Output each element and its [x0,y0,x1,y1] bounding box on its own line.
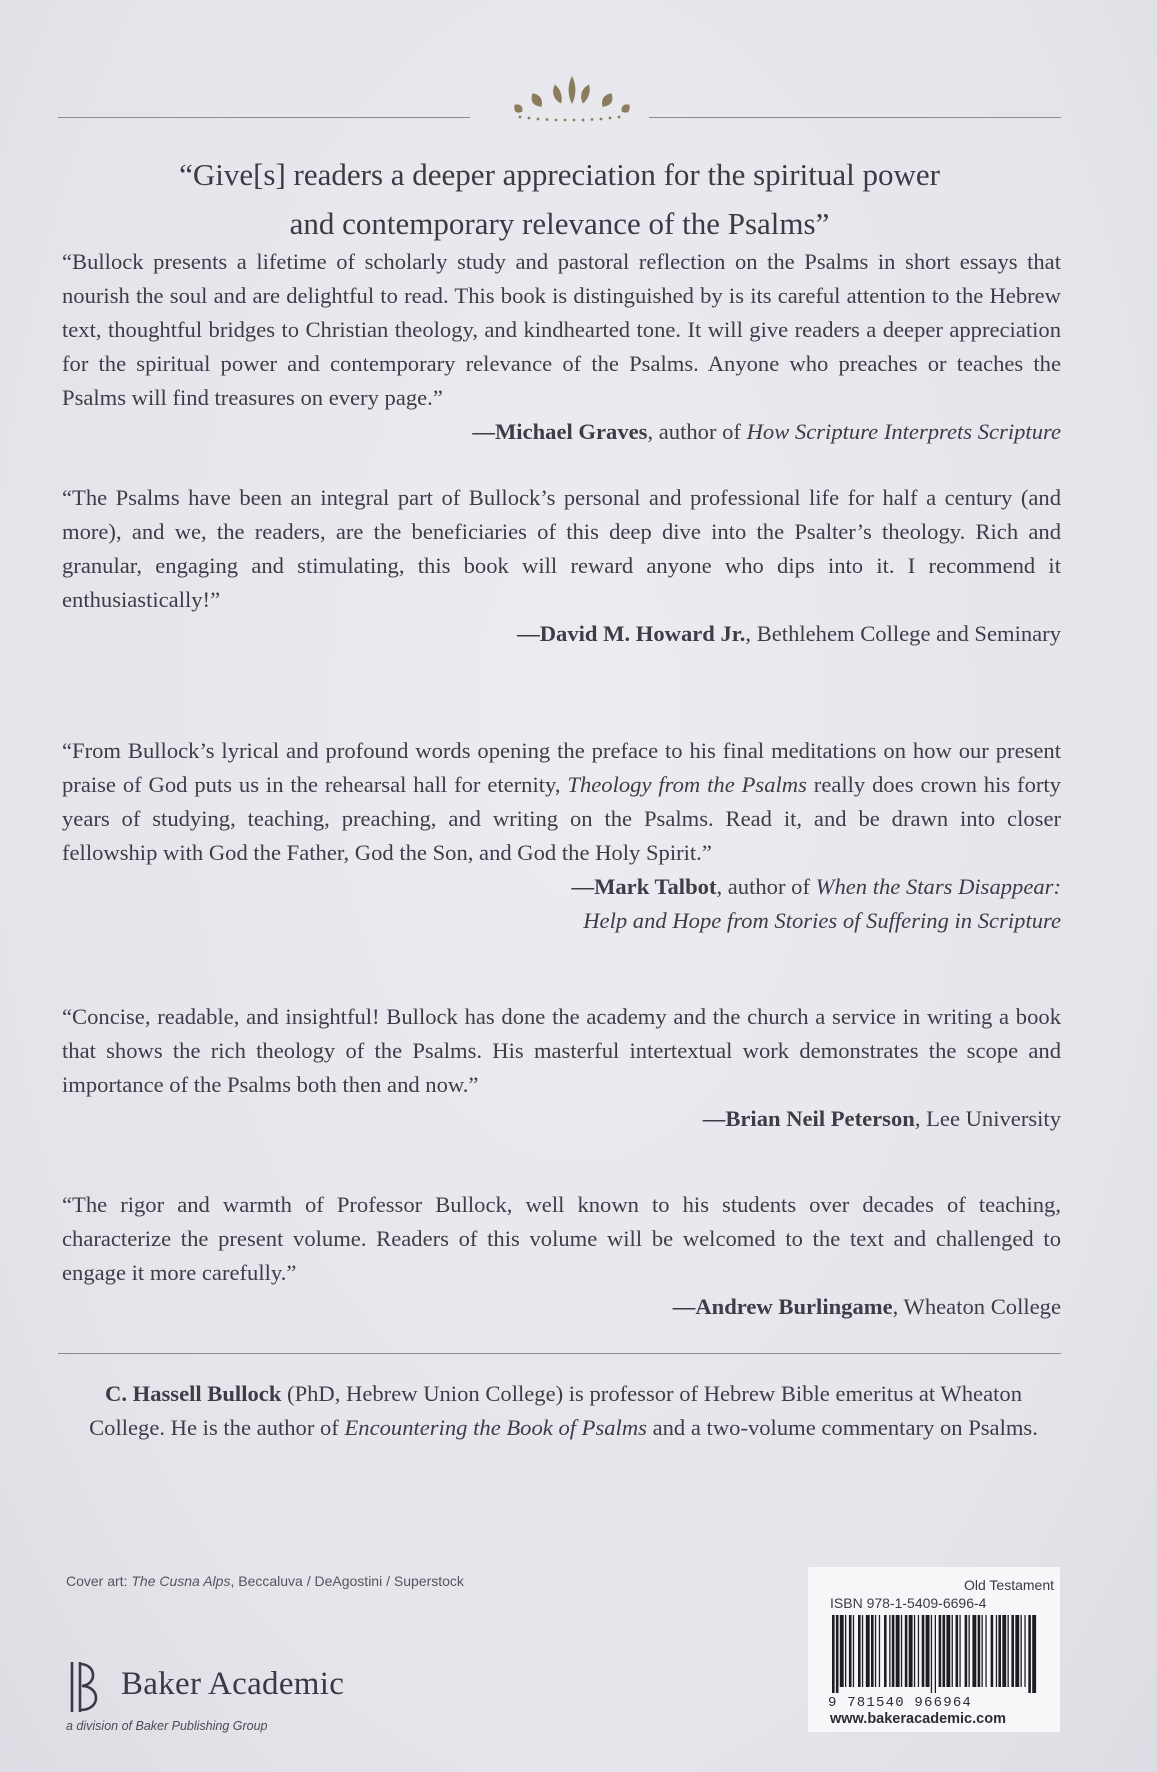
endorser-name: —Mark Talbot [571,874,717,899]
headline-quote [58,150,1061,248]
endorsement-1 [62,245,1061,449]
endorser-name: —David M. Howard Jr. [517,621,746,646]
endorsement-4 [62,1000,1061,1136]
publisher-division: a division of Baker Publishing Group [66,1719,268,1733]
section-divider [58,1353,1061,1354]
endorsement-text-start: “From Bullock’s lyrical and profound words opening the preface to his final meditations on how our present praise of God puts us in the rehearsal hall for eternity, [62,738,1061,797]
cover-art-credit-text: , Beccaluva / DeAgostini / Superstock [230,1573,464,1589]
rule-left [58,117,470,118]
barcode-digits: 9 781540 966964 [828,1695,973,1711]
endorsement-attribution [62,617,1061,651]
endorsement-text [62,734,1061,870]
baker-academic-logo-icon [66,1658,110,1716]
top-ornament [58,70,1061,130]
endorsement-2 [62,481,1061,651]
endorser-name: —Brian Neil Peterson [702,1106,915,1131]
barcode-icon [830,1615,1040,1695]
bio-text-2: and a two-volume commentary on Psalms. [646,1415,1038,1440]
endorsement-text: “The rigor and warmth of Professor Bullock, well known to his students over decades of teaching, characterize the present volume. Readers of this volume will be welcomed to the text and challenged to engage it more carefully.” [62,1192,1061,1285]
endorser-work: How Scripture Interprets Scripture [746,419,1061,444]
endorser-affiliation: , Wheaton College [892,1294,1061,1319]
endorser-name: —Michael Graves [472,419,648,444]
endorsement-text: “Concise, readable, and insightful! Bullock has done the academy and the church a service in writing a book that shows the rich theology of the Psalms. His masterful intertextual work demonstrates the scope and importance of the Psalms both then and now.” [62,1004,1061,1097]
endorsement-text: “Bullock presents a lifetime of scholarly study and pastoral reflection on the Psalms in short essays that nourish the soul and are delightful to read. This book is distinguished by is its careful attention to the Hebrew text, thoughtful bridges to Christian theology, and kindhearted tone. It will give readers a deeper appreciation for the spiritual power and contemporary relevance of the Psalms. Anyone who preaches or teaches the Psalms will find treasures on every page.” [62,249,1061,410]
endorser-work-line-2: Help and Hope from Stories of Suffering in Scripture [583,908,1061,933]
endorsement-text: “The Psalms have been an integral part of Bullock’s personal and professional life for half a century (and more), and we, the readers, are the beneficiaries of this deep dive into the Psalter’s theology. Rich and granular, engaging and stimulating, this book will reward anyone who dips into it. I recommend it enthusiastically!” [62,485,1061,612]
endorsement-attribution [62,870,1061,904]
bio-book-title: Encountering the Book of Psalms [344,1415,647,1440]
endorsement-3 [62,734,1061,938]
book-title: Theology from the Psalms [567,772,807,797]
author-bio [80,1377,1047,1445]
barcode-panel [808,1567,1060,1732]
cover-art-title: The Cusna Alps [131,1573,231,1589]
headline-line-1: “Give[s] readers a deeper appreciation for the spiritual power [179,157,940,192]
endorsement-attribution [62,415,1061,449]
publisher-logo [66,1658,406,1738]
endorser-name: —Andrew Burlingame [672,1294,893,1319]
endorsement-attribution [62,1290,1061,1324]
endorser-affiliation: , Lee University [914,1106,1061,1131]
author-name: C. Hassell Bullock [105,1381,282,1406]
publisher-name: Baker Academic [121,1666,345,1702]
headline-line-2: and contemporary relevance of the Psalms” [289,206,830,241]
bio-text-1: (PhD, Hebrew Union College) is professor of Hebrew Bible emeritus at Wheaton College. He is the author of [89,1381,1022,1440]
cover-art-prefix: Cover art: [66,1573,132,1589]
endorsement-5 [62,1188,1061,1324]
endorser-work-line-1: When the Stars Disappear: [815,874,1061,899]
endorser-affiliation: , author of [647,419,747,444]
endorser-affiliation: , Bethlehem College and Seminary [745,621,1061,646]
endorsement-text-end: really does crown his forty years of studying, teaching, preaching, and writing on the Psalms. Read it, and be drawn into closer fellowship with God the Father, God the Son, and God the Holy Spirit.” [62,772,1061,865]
endorser-affiliation: , author of [716,874,816,899]
cover-art-credit [66,1573,464,1589]
publisher-url: www.bakeracademic.com [830,1711,1006,1727]
isbn-text: ISBN 978-1-5409-6696-4 [830,1595,987,1611]
leaf-ornament-icon [488,70,656,130]
rule-right [649,117,1061,118]
endorsement-attribution [62,1102,1061,1136]
category-label: Old Testament [963,1577,1054,1593]
